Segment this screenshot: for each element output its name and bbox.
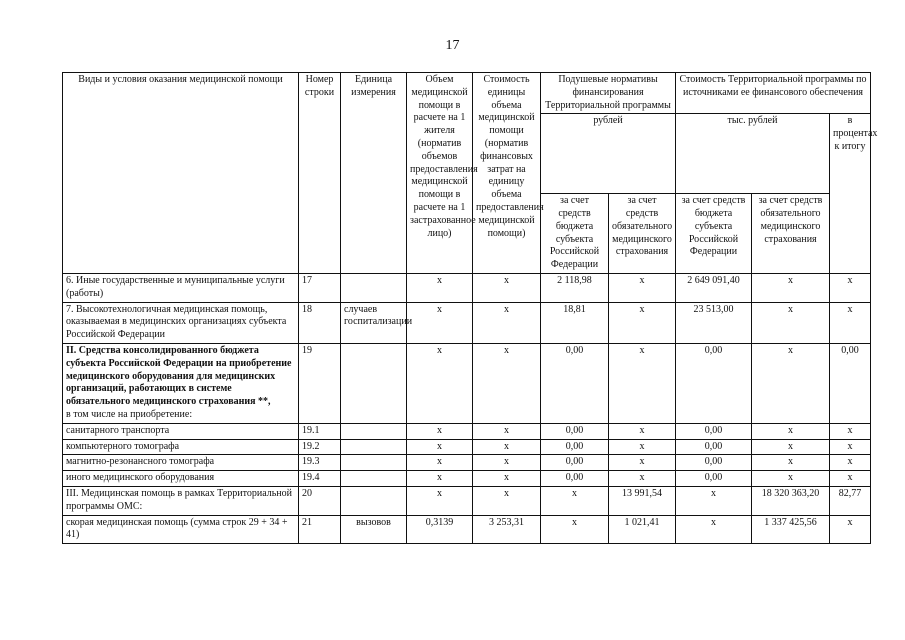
row-number: 19 (299, 343, 341, 423)
row-cost: х (473, 302, 541, 343)
row-pct: х (830, 515, 871, 544)
table-row (63, 423, 871, 439)
row-unit: вызовов (341, 515, 407, 544)
header-src-oms: за счет средств обязательного медицинского страхования (609, 194, 676, 274)
row-pc-oms: х (609, 455, 676, 471)
row-t-budget: х (676, 486, 752, 515)
row-volume: х (407, 471, 473, 487)
row-t-oms: х (752, 343, 830, 423)
row-name: магнитно-резонансного томографа (63, 455, 299, 471)
header-per-capita: Подушевые нормативы финансирования Территориальной программы (541, 73, 676, 114)
row-number: 19.2 (299, 439, 341, 455)
row-pct: х (830, 302, 871, 343)
row-t-budget: 0,00 (676, 471, 752, 487)
header-unit: Единица измерения (341, 73, 407, 274)
row-volume: х (407, 274, 473, 303)
row-t-budget: 0,00 (676, 439, 752, 455)
row-t-oms: 1 337 425,56 (752, 515, 830, 544)
header-src-budget: за счет средств бюджета субъекта Российской Федерации (541, 194, 609, 274)
row-cost: х (473, 274, 541, 303)
row-t-oms: х (752, 274, 830, 303)
row-volume: х (407, 423, 473, 439)
row-number: 20 (299, 486, 341, 515)
row-name: 7. Высокотехнологичная медицинская помощь, оказываемая в медицинских организациях субъекта Российской Федерации (63, 302, 299, 343)
row-name: III. Медицинская помощь в рамках Территориальной программы ОМС: (63, 486, 299, 515)
table-row (63, 486, 871, 515)
row-pct: х (830, 423, 871, 439)
table-row (63, 515, 871, 544)
row-pc-budget: 0,00 (541, 471, 609, 487)
table-header-row-1 (63, 73, 871, 114)
row-unit (341, 274, 407, 303)
row-unit (341, 423, 407, 439)
row-name: II. Средства консолидированного бюджета субъекта Российской Федерации на приобретение медицинского оборудования для медицинских организаций, работающих в системе обязательного медицинского страхования **, (66, 344, 292, 408)
row-pct: 82,77 (830, 486, 871, 515)
row-cost: х (473, 486, 541, 515)
row-volume: 0,3139 (407, 515, 473, 544)
header-percent: в процентах к итогу (830, 114, 871, 274)
row-t-budget: х (676, 515, 752, 544)
row-pc-budget: х (541, 515, 609, 544)
header-rubles: рублей (541, 114, 676, 194)
row-number: 19.3 (299, 455, 341, 471)
row-cost: х (473, 471, 541, 487)
table-row (63, 471, 871, 487)
table-row (63, 343, 871, 423)
header-thousand-rubles: тыс. рублей (676, 114, 830, 194)
row-t-budget: 2 649 091,40 (676, 274, 752, 303)
table-row (63, 439, 871, 455)
row-volume: х (407, 343, 473, 423)
header-volume: Объем медицинской помощи в расчете на 1 жителя (норматив объемов предоставления медицинской помощи в расчете на 1 застрахованное лицо) (407, 73, 473, 274)
row-pc-oms: 13 991,54 (609, 486, 676, 515)
row-unit (341, 471, 407, 487)
row-number: 17 (299, 274, 341, 303)
row-pct: х (830, 274, 871, 303)
row-pc-budget: 2 118,98 (541, 274, 609, 303)
row-unit (341, 439, 407, 455)
row-pc-budget: 0,00 (541, 439, 609, 455)
row-volume: х (407, 439, 473, 455)
row-pc-oms: х (609, 343, 676, 423)
header-cost: Стоимость единицы объема медицинской помощи (норматив финансовых затрат на единицу объема предоставления медицинской помощи) (473, 73, 541, 274)
row-t-oms: х (752, 471, 830, 487)
row-number: 18 (299, 302, 341, 343)
header-types: Виды и условия оказания медицинской помощи (63, 73, 299, 274)
row-t-oms: 18 320 363,20 (752, 486, 830, 515)
row-volume: х (407, 486, 473, 515)
row-cost: х (473, 439, 541, 455)
row-pct: х (830, 455, 871, 471)
row-pct: х (830, 471, 871, 487)
table-row (63, 302, 871, 343)
row-name: санитарного транспорта (63, 423, 299, 439)
row-pc-budget: 0,00 (541, 343, 609, 423)
row-pct: 0,00 (830, 343, 871, 423)
row-t-budget: 23 513,00 (676, 302, 752, 343)
row-pc-oms: х (609, 274, 676, 303)
row-cost: 3 253,31 (473, 515, 541, 544)
row-number: 19.1 (299, 423, 341, 439)
row-pc-budget: 18,81 (541, 302, 609, 343)
row-pc-budget: 0,00 (541, 455, 609, 471)
row-t-oms: х (752, 439, 830, 455)
row-unit (341, 455, 407, 471)
row-t-oms: х (752, 423, 830, 439)
row-pc-budget: 0,00 (541, 423, 609, 439)
header-src-oms-2: за счет средств обязательного медицинского страхования (752, 194, 830, 274)
row-number: 19.4 (299, 471, 341, 487)
row-cost: х (473, 455, 541, 471)
row-t-oms: х (752, 302, 830, 343)
row-name: иного медицинского оборудования (63, 471, 299, 487)
financing-table (62, 72, 878, 544)
header-src-budget-2: за счет средств бюджета субъекта Российской Федерации (676, 194, 752, 274)
row-name: скорая медицинская помощь (сумма строк 29 + 34 + 41) (63, 515, 299, 544)
row-unit: случаев госпитализации (341, 302, 407, 343)
row-pc-oms: х (609, 302, 676, 343)
row-pc-oms: х (609, 423, 676, 439)
header-row-number: Номер строки (299, 73, 341, 274)
row-volume: х (407, 302, 473, 343)
row-t-budget: 0,00 (676, 343, 752, 423)
row-pct: х (830, 439, 871, 455)
row-unit (341, 343, 407, 423)
row-cost: х (473, 343, 541, 423)
row-name: 6. Иные государственные и муниципальные услуги (работы) (63, 274, 299, 303)
row-pc-oms: х (609, 439, 676, 455)
row-t-oms: х (752, 455, 830, 471)
header-total-cost: Стоимость Территориальной программы по источниками ее финансового обеспечения (676, 73, 871, 114)
row-volume: х (407, 455, 473, 471)
row-unit (341, 486, 407, 515)
table-row (63, 274, 871, 303)
row-pc-oms: х (609, 471, 676, 487)
page-number: 17 (445, 38, 460, 53)
row-number: 21 (299, 515, 341, 544)
table-row (63, 455, 871, 471)
row-name: компьютерного томографа (63, 439, 299, 455)
row-t-budget: 0,00 (676, 455, 752, 471)
row-pc-budget: х (541, 486, 609, 515)
row-pc-oms: 1 021,41 (609, 515, 676, 544)
row-cost: х (473, 423, 541, 439)
row-name-extra: в том числе на приобретение: (66, 408, 193, 420)
row-t-budget: 0,00 (676, 423, 752, 439)
row-name-cell (63, 343, 299, 423)
